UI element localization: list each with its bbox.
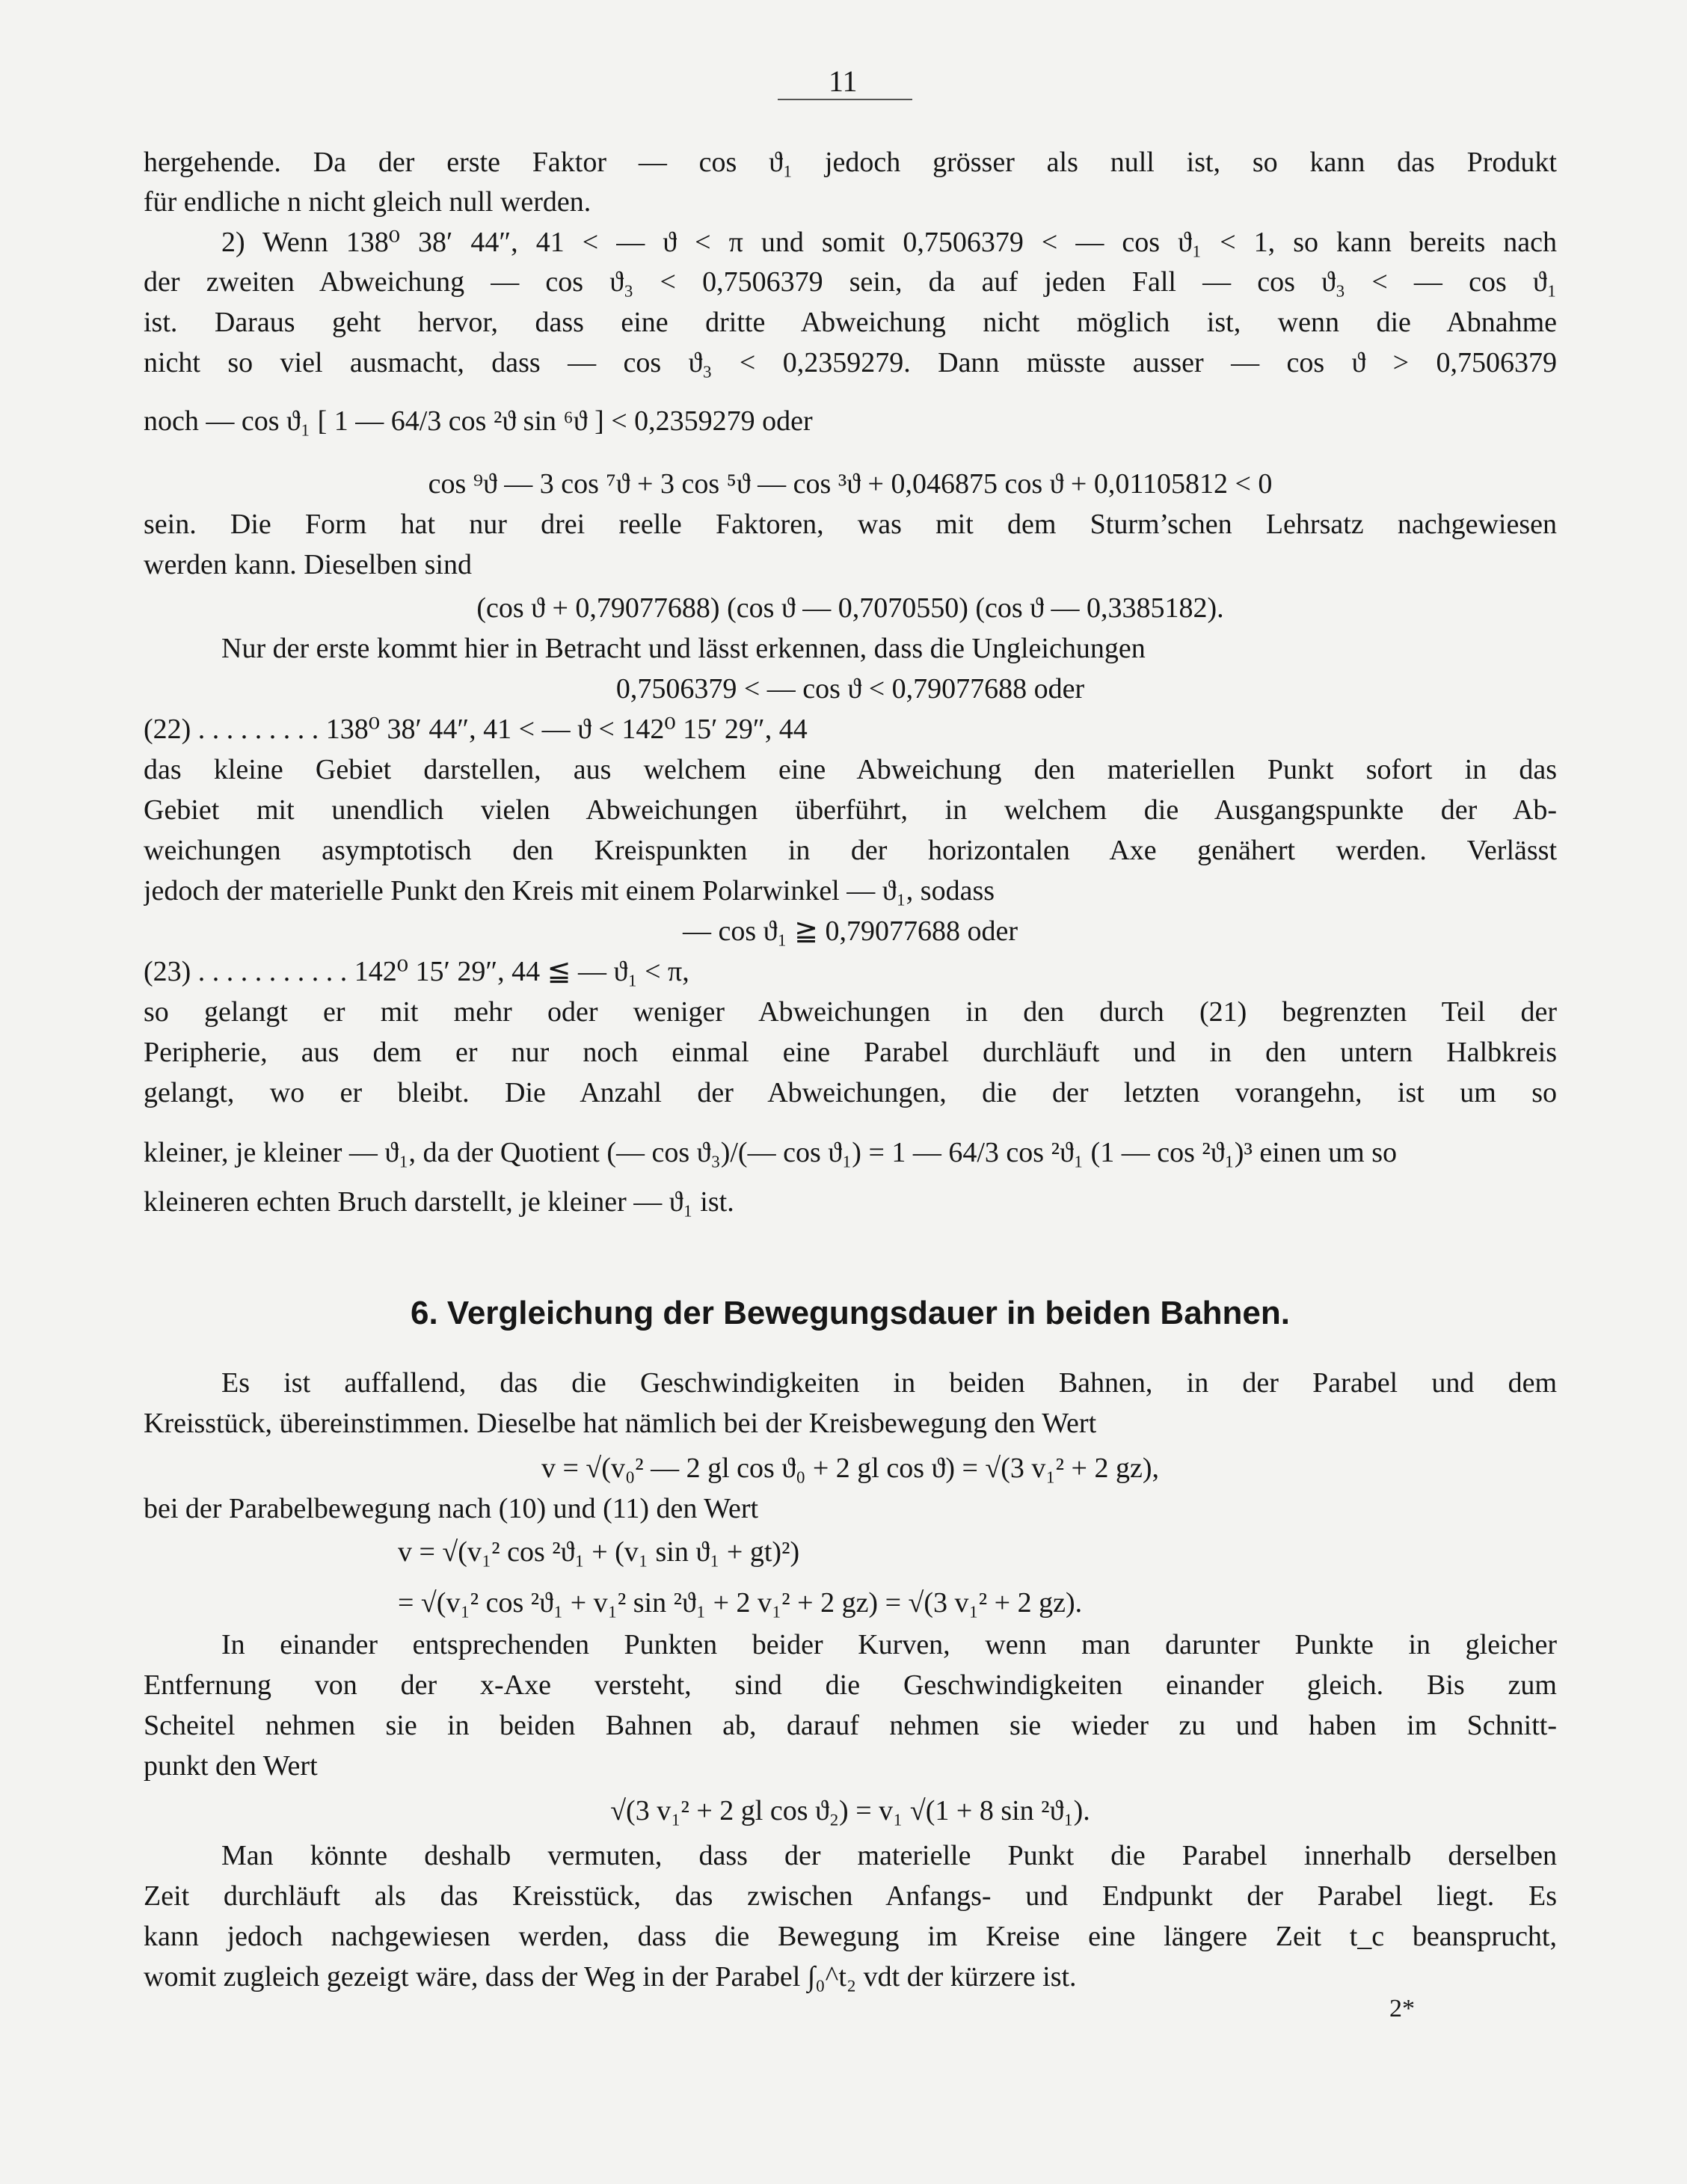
equation-23: (23) . . . . . . . . . . . 142⁰ 15′ 29″, 44 ≦ — ϑ₁ < π,: [144, 956, 689, 987]
text-line: der zweiten Abweichung — cos ϑ₃ < 0,7506379 sein, da auf jeden Fall — cos ϑ₃ < — cos ϑ₁: [144, 266, 1557, 298]
formula-line: — cos ϑ₁ ≧ 0,79077688 oder: [682, 915, 1018, 947]
formula-line: kleiner, je kleiner — ϑ₁, da der Quotient (— cos ϑ₃)/(— cos ϑ₁) = 1 — 64/3 cos ²ϑ₁ (1 — cos ²ϑ₁)³ einen um so: [144, 1137, 1397, 1168]
text-line: sein. Die Form hat nur drei reelle Faktoren, was mit dem Sturm’schen Lehrsatz nachgewiesen: [144, 509, 1557, 540]
text-line: Entfernung von der x-Axe versteht, sind die Geschwindigkeiten einander gleich. Bis zum: [144, 1669, 1557, 1701]
text-line: hergehende. Da der erste Faktor — cos ϑ₁ jedoch grösser als null ist, so kann das Produkt: [144, 147, 1557, 178]
text-line: bei der Parabelbewegung nach (10) und (11) den Wert: [144, 1493, 759, 1524]
page-number: 11: [829, 64, 858, 98]
text-line: das kleine Gebiet darstellen, aus welchem eine Abweichung den materiellen Punkt sofort in das: [144, 754, 1557, 785]
text-line: Scheitel nehmen sie in beiden Bahnen ab, darauf nehmen sie wieder zu und haben im Schnitt-: [144, 1710, 1557, 1741]
text-line: ist. Daraus geht hervor, dass eine dritte Abweichung nicht möglich ist, wenn die Abnahme: [144, 307, 1557, 338]
header-rule: [778, 99, 912, 100]
formula-line: cos ⁹ϑ — 3 cos ⁷ϑ + 3 cos ⁵ϑ — cos ³ϑ + 0,046875 cos ϑ + 0,01105812 < 0: [428, 468, 1273, 500]
text-line: womit zugleich gezeigt wäre, dass der Weg in der Parabel ∫₀^t₂ vdt der kürzere ist.: [144, 1961, 1077, 1993]
formula-line: √(3 v₁² + 2 gl cos ϑ₂) = v₁ √(1 + 8 sin ²ϑ₁).: [610, 1795, 1090, 1826]
section-heading: 6. Vergleichung der Bewegungsdauer in beiden Bahnen.: [410, 1295, 1290, 1331]
equation-22: (22) . . . . . . . . . 138⁰ 38′ 44″, 41 < — ϑ < 142⁰ 15′ 29″, 44: [144, 714, 808, 745]
formula-line: v = √(v₀² — 2 gl cos ϑ₀ + 2 gl cos ϑ) = √(3 v₁² + 2 gz),: [541, 1453, 1159, 1484]
text-line: kann jedoch nachgewiesen werden, dass die Bewegung im Kreise eine längere Zeit t_c beansprucht,: [144, 1921, 1557, 1952]
formula-line: v = √(v₁² cos ²ϑ₁ + (v₁ sin ϑ₁ + gt)²): [398, 1536, 800, 1568]
text-line: Man könnte deshalb vermuten, dass der materielle Punkt die Parabel innerhalb derselben: [221, 1840, 1557, 1871]
formula-line: 0,7506379 < — cos ϑ < 0,79077688 oder: [615, 673, 1085, 705]
text-line: In einander entsprechenden Punkten beider Kurven, wenn man darunter Punkte in gleicher: [221, 1629, 1557, 1660]
text-line: punkt den Wert: [144, 1750, 318, 1782]
text-line: nicht so viel ausmacht, dass — cos ϑ₃ < 0,2359279. Dann müsste ausser — cos ϑ > 0,7506379: [144, 347, 1557, 378]
text-line: Es ist auffallend, das die Geschwindigkeiten in beiden Bahnen, in der Parabel und dem: [221, 1367, 1557, 1399]
text-line: Gebiet mit unendlich vielen Abweichungen überführt, in welchem die Ausgangspunkte der Ab-: [144, 794, 1557, 826]
text-line: werden kann. Dieselben sind: [144, 549, 472, 580]
text-line: Kreisstück, übereinstimmen. Dieselbe hat nämlich bei der Kreisbewegung den Wert: [144, 1408, 1097, 1439]
text-line: 2) Wenn 138⁰ 38′ 44″, 41 < — ϑ < π und somit 0,7506379 < — cos ϑ₁ < 1, so kann bereits nach: [221, 227, 1557, 258]
text-line: Peripherie, aus dem er nur noch einmal eine Parabel durchläuft und in den untern Halbkreis: [144, 1037, 1557, 1068]
text-line: Zeit durchläuft als das Kreisstück, das zwischen Anfangs- und Endpunkt der Parabel liegt. Es: [144, 1880, 1557, 1912]
text-line: gelangt, wo er bleibt. Die Anzahl der Abweichungen, die der letzten vorangehn, ist um so: [144, 1077, 1557, 1108]
formula-line: (cos ϑ + 0,79077688) (cos ϑ — 0,7070550) (cos ϑ — 0,3385182).: [476, 592, 1224, 624]
text-line: Nur der erste kommt hier in Betracht und lässt erkennen, dass die Ungleichungen: [221, 633, 1146, 664]
text-line: jedoch der materielle Punkt den Kreis mit einem Polarwinkel — ϑ₁, sodass: [144, 875, 995, 907]
text-line: weichungen asymptotisch den Kreispunkten in der horizontalen Axe genähert werden. Verlässt: [144, 835, 1557, 866]
formula-line: = √(v₁² cos ²ϑ₁ + v₁² sin ²ϑ₁ + 2 v₁² + 2 gz) = √(3 v₁² + 2 gz).: [398, 1587, 1083, 1619]
text-line: für endliche n nicht gleich null werden.: [144, 186, 591, 218]
text-line: kleineren echten Bruch darstellt, je kleiner — ϑ₁ ist.: [144, 1186, 734, 1218]
signature-mark: 2*: [1389, 1995, 1415, 2022]
formula-line: noch — cos ϑ₁ [ 1 — 64/3 cos ²ϑ sin ⁶ϑ ] < 0,2359279 oder: [144, 405, 813, 437]
text-line: so gelangt er mit mehr oder weniger Abweichungen in den durch (21) begrenzten Teil der: [144, 996, 1557, 1028]
